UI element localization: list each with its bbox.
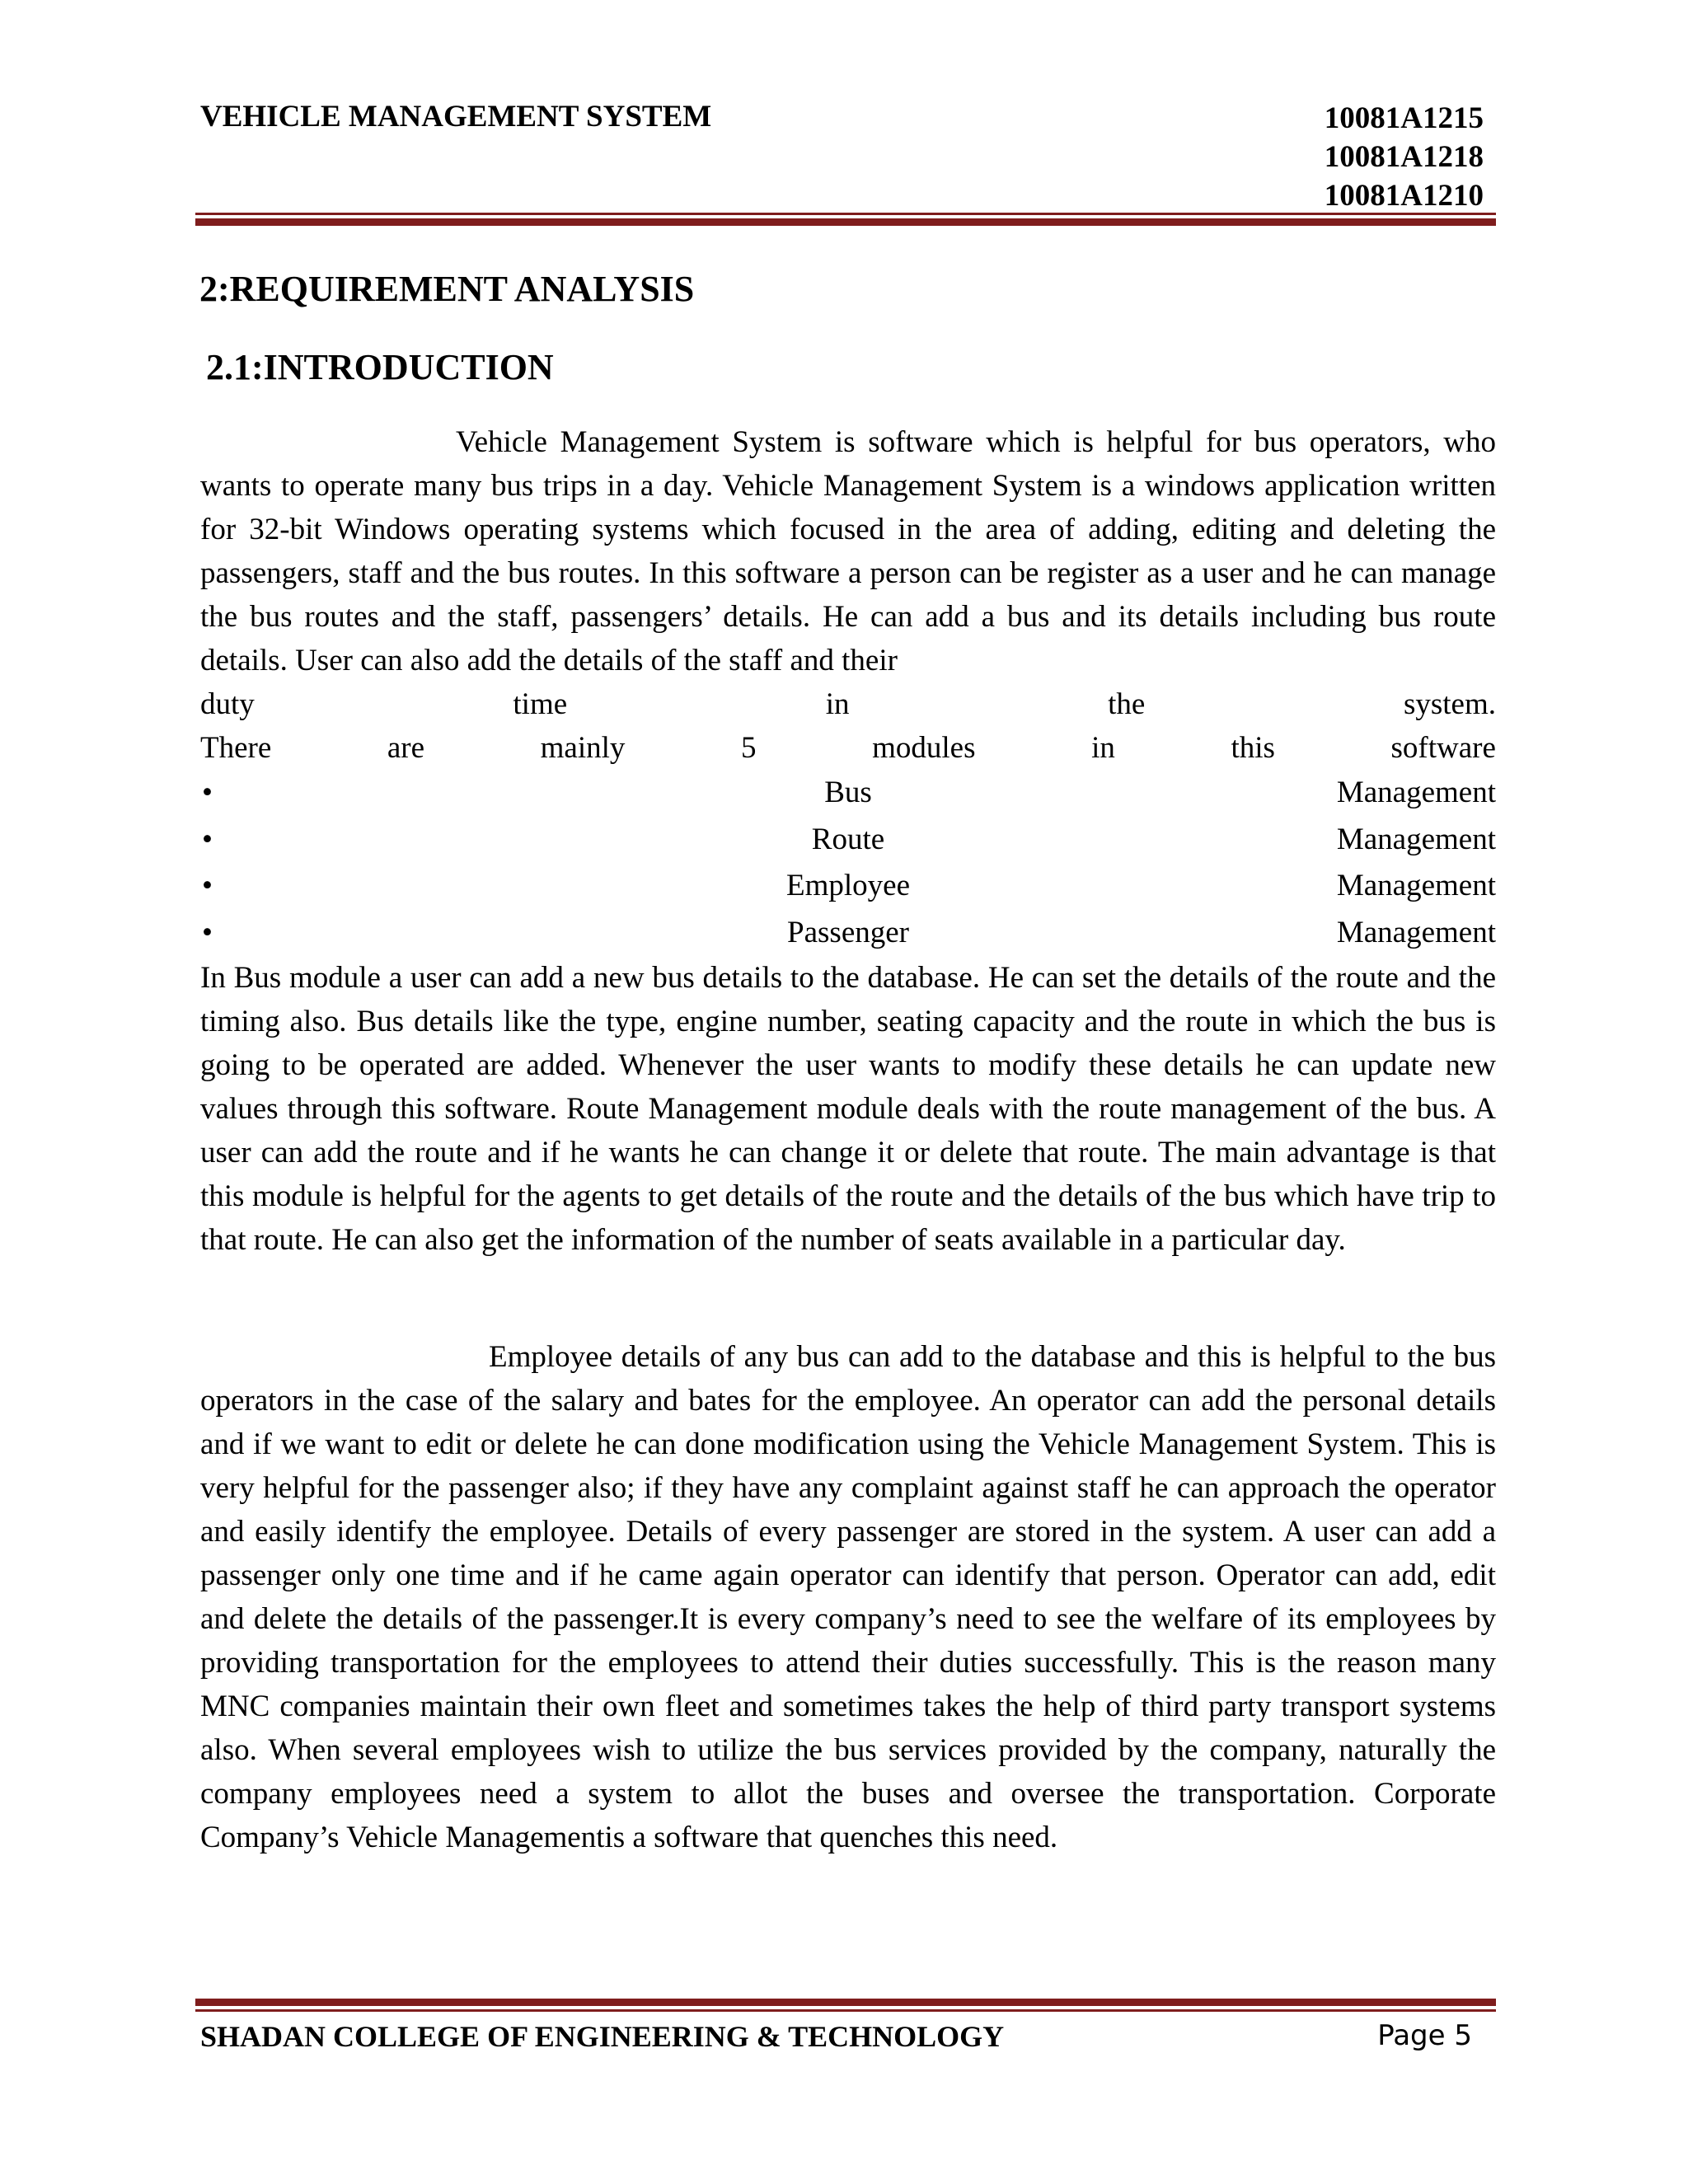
- module-name: Employee: [785, 869, 910, 902]
- employee-block: [200, 1335, 1496, 1859]
- bullet-icon: •: [202, 776, 213, 809]
- word: time: [513, 687, 568, 721]
- word: in: [1091, 731, 1115, 765]
- bus-module-paragraph: In Bus module a user can add a new bus details to the database. He can set the details of the route and the timing also. Bus details like the type, engine number, seating capacity and the route in which the bus is going to be operated are added. Whenever the user wants to modify these details he can update new values through this software. Route Management module deals with the route management of the bus. A user can add the route and if he wants he can change it or delete that route. The main advantage is that this module is helpful for the agents to get details of the route and the details of the bus which have trip to that route. He can also get the information of the number of seats available in a particular day.: [200, 961, 1496, 1257]
- bullet-icon: •: [202, 822, 213, 856]
- header-rule-thick: [195, 218, 1496, 226]
- module-list-item: [200, 910, 1496, 957]
- module-suffix: Management: [1336, 776, 1496, 809]
- word: the: [1108, 687, 1146, 721]
- module-suffix: Management: [1336, 869, 1496, 902]
- module-name: Route: [811, 822, 885, 856]
- module-suffix: Management: [1336, 915, 1496, 949]
- roll-number: 10081A1218: [1324, 140, 1484, 174]
- duty-line: [200, 682, 1496, 726]
- word: software: [1390, 731, 1496, 765]
- employee-paragraph: Employee details of any bus can add to the database and this is helpful to the bus operators in the case of the salary and bates for the employee. An operator can add the personal details and if we want to edit or delete he can done modification using the Vehicle Management System. This is very helpful for the passenger also; if they have any complaint against staff he can approach the operator and easily identify the employee. Details of every passenger are stored in the system. A user can add a passenger only one time and if he came again operator can identify that person. Operator can add, edit and delete the details of the passenger.It is every company’s need to see the welfare of its employees by providing transportation for the employees to attend their duties successfully. This is the reason many MNC companies maintain their own fleet and sometimes takes the help of third party transport systems also. When several employees wish to utilize the bus services provided by the company, naturally the company employees need a system to allot the buses and oversee the transportation. Corporate Company’s Vehicle Managementis a software that quenches this need.: [200, 1340, 1496, 1854]
- roll-number: 10081A1210: [1324, 179, 1484, 213]
- word: this: [1231, 731, 1275, 765]
- page-number: Page 5: [1377, 2019, 1472, 2052]
- college-name: SHADAN COLLEGE OF ENGINEERING & TECHNOLOGY: [200, 2020, 1005, 2053]
- word: duty: [200, 687, 255, 721]
- word: in: [825, 687, 850, 721]
- word: mainly: [540, 731, 626, 765]
- word: are: [387, 731, 425, 765]
- bullet-icon: •: [202, 869, 213, 902]
- word: There: [200, 731, 272, 765]
- roll-numbers: [1325, 99, 1484, 215]
- module-suffix: Management: [1336, 822, 1496, 856]
- module-name: Passenger: [787, 915, 909, 949]
- modules-line: [200, 726, 1496, 770]
- section-heading: 2:REQUIREMENT ANALYSIS: [199, 269, 695, 309]
- bullet-icon: •: [202, 915, 213, 949]
- document-title: VEHICLE MANAGEMENT SYSTEM: [200, 100, 712, 134]
- module-list-item: [200, 817, 1496, 864]
- module-list-item: [200, 770, 1496, 817]
- word: system.: [1403, 687, 1496, 721]
- word: modules: [872, 731, 976, 765]
- module-name: Bus: [824, 776, 872, 809]
- intro-block: [200, 420, 1496, 1262]
- module-list: [200, 770, 1496, 956]
- module-list-item: [200, 863, 1496, 910]
- footer-rule-thin: [195, 2009, 1496, 2012]
- subsection-heading: 2.1:INTRODUCTION: [206, 347, 554, 387]
- roll-number: 10081A1215: [1324, 101, 1484, 135]
- intro-paragraph: Vehicle Management System is software which is helpful for bus operators, who wants to operate many bus trips in a day. Vehicle Management System is a windows application written for 32-bit Windows operating systems which focused in the area of adding, editing and deleting the passengers, staff and the bus routes. In this software a person can be register as a user and he can manage the bus routes and the staff, passengers’ details. He can add a bus and its details including bus route details. User can also add the details of the staff and their: [200, 425, 1496, 677]
- footer-rule-thick: [195, 1999, 1496, 2006]
- header-rule-thin: [195, 213, 1496, 215]
- word: 5: [741, 731, 757, 765]
